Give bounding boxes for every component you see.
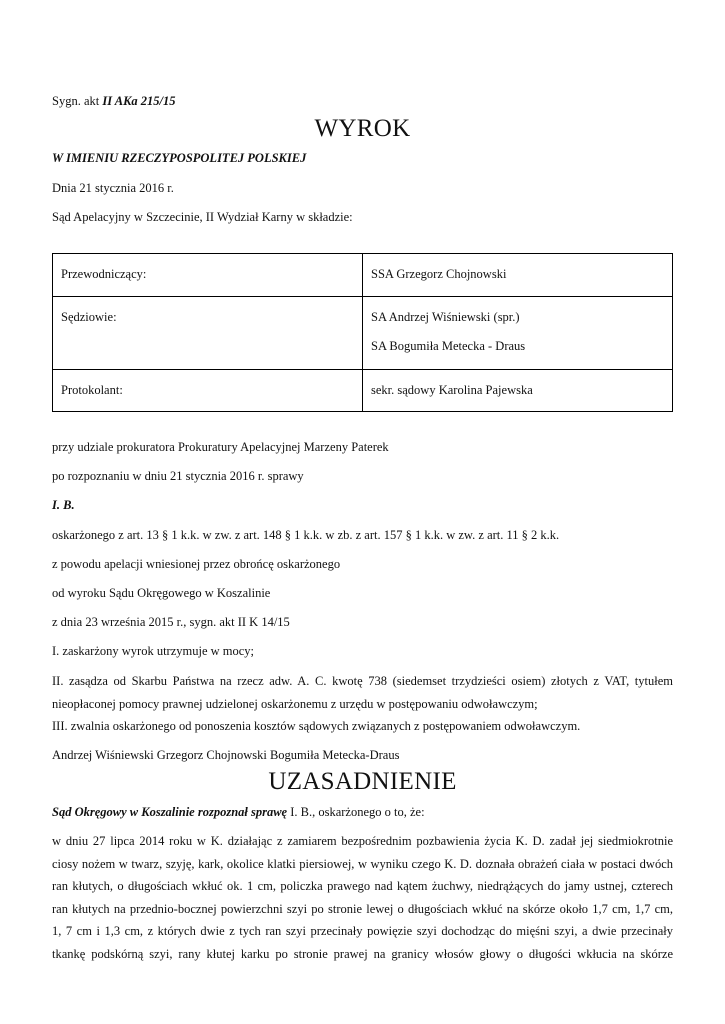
case-number	[52, 94, 176, 109]
ruling-point-2-line: nieopłaconej pomocy prawnej udzielonej oskarżonemu z urzędu w postępowaniu odwoławczym;	[52, 696, 538, 711]
panel-value: SSA Grzegorz Chojnowski	[363, 254, 673, 297]
justification-intro-court: Sąd Okręgowy w Koszalinie rozpoznał sprawę	[52, 805, 288, 819]
signatures: Andrzej Wiśniewski Grzegorz Chojnowski Bogumiła Metecka-Draus	[52, 748, 400, 762]
court-composition: Sąd Apelacyjny w Szczecinie, II Wydział Karny w składzie:	[52, 210, 353, 224]
panel-label: Protokolant:	[53, 370, 363, 412]
judgment-date-line: z dnia 23 września 2015 r., sygn. akt II K 14/15	[52, 615, 290, 629]
judgment-date: Dnia 21 stycznia 2016 r.	[52, 181, 174, 195]
prosecutor-line: przy udziale prokuratora Prokuratury Apelacyjnej Marzeny Paterek	[52, 440, 389, 454]
panel-label: Sędziowie:	[53, 297, 363, 370]
justification-intro	[52, 805, 425, 820]
ruling-point-2	[52, 670, 673, 715]
justification-line: ran kłutych, o długościach wkłuć ok. 1 cm, policzka prawego nad kątem żuchwy, niedrążących do jamy ustnej, czterech	[52, 879, 673, 893]
ruling-point-1: I. zaskarżony wyrok utrzymuje w mocy;	[52, 644, 255, 658]
judgment-subtitle: W IMIENIU RZECZYPOSPOLITEJ POLSKIEJ	[52, 151, 307, 165]
justification-line: 1, 7 cm i 1,3 cm, z których dwie z tych ran szyi przecinały powięzie szyi dochodząc do mięśni szyi, a dwie przecinały	[52, 924, 673, 938]
panel-row-judges	[53, 297, 673, 370]
panel-value-group	[363, 297, 673, 370]
case-number-value: II AKa 215/15	[102, 94, 176, 108]
defendant-name: I. B.	[52, 498, 75, 512]
justification-intro-rest: I. B., oskarżonego o to, że:	[287, 805, 425, 819]
panel-row-chair	[53, 254, 673, 297]
justification-paragraph	[52, 830, 673, 965]
panel-value: SA Andrzej Wiśniewski (spr.)	[371, 310, 520, 324]
panel-row-clerk	[53, 370, 673, 412]
hearing-line: po rozpoznaniu w dniu 21 stycznia 2016 r. sprawy	[52, 469, 304, 483]
panel-value: SA Bogumiła Metecka - Draus	[371, 339, 526, 353]
panel-label: Przewodniczący:	[53, 254, 363, 297]
charges-line: oskarżonego z art. 13 § 1 k.k. w zw. z art. 148 § 1 k.k. w zb. z art. 157 § 1 k.k. w zw. z art. 11 § 2 k.k.	[52, 528, 560, 542]
justification-line: ran kłutych na przednio-bocznej powierzchni szyi po stronie lewej o długościach wkłuć na skórze około 1,7 cm, 1,7 cm,	[52, 901, 673, 916]
justification-line: tkankę podskórną szyi, rany kłutej karku po stronie prawej na granicy włosów głowy o długości wkłucia na skórze	[52, 946, 673, 961]
judgment-title: WYROK	[314, 115, 411, 142]
appeal-line: z powodu apelacji wniesionej przez obrońcę oskarżonego	[52, 557, 341, 571]
from-judgment-line: od wyroku Sądu Okręgowego w Koszalinie	[52, 586, 271, 600]
ruling-point-3: III. zwalnia oskarżonego od ponoszenia kosztów sądowych związanych z postępowaniem odwoławczym.	[52, 719, 581, 733]
panel-value: sekr. sądowy Karolina Pajewska	[363, 370, 673, 412]
justification-line: w dniu 27 lipca 2014 roku w K. działając z zamiarem bezpośrednim pozbawienia życia K. D. zadał jej siedmiokrotnie	[52, 834, 673, 848]
ruling-point-2-line: II. zasądza od Skarbu Państwa na rzecz adw. A. C. kwotę 738 (siedemset trzydzieści osiem) złotych z VAT, tytułem	[52, 674, 673, 688]
justification-line: ciosy nożem w twarz, szyję, kark, okolice klatki piersiowej, w wyniku czego K. D. doznała obrażeń ciała w postaci dwóch	[52, 856, 673, 871]
case-number-prefix: Sygn. akt	[52, 94, 103, 108]
panel-table	[52, 253, 673, 412]
justification-title: UZASADNIENIE	[268, 768, 457, 795]
